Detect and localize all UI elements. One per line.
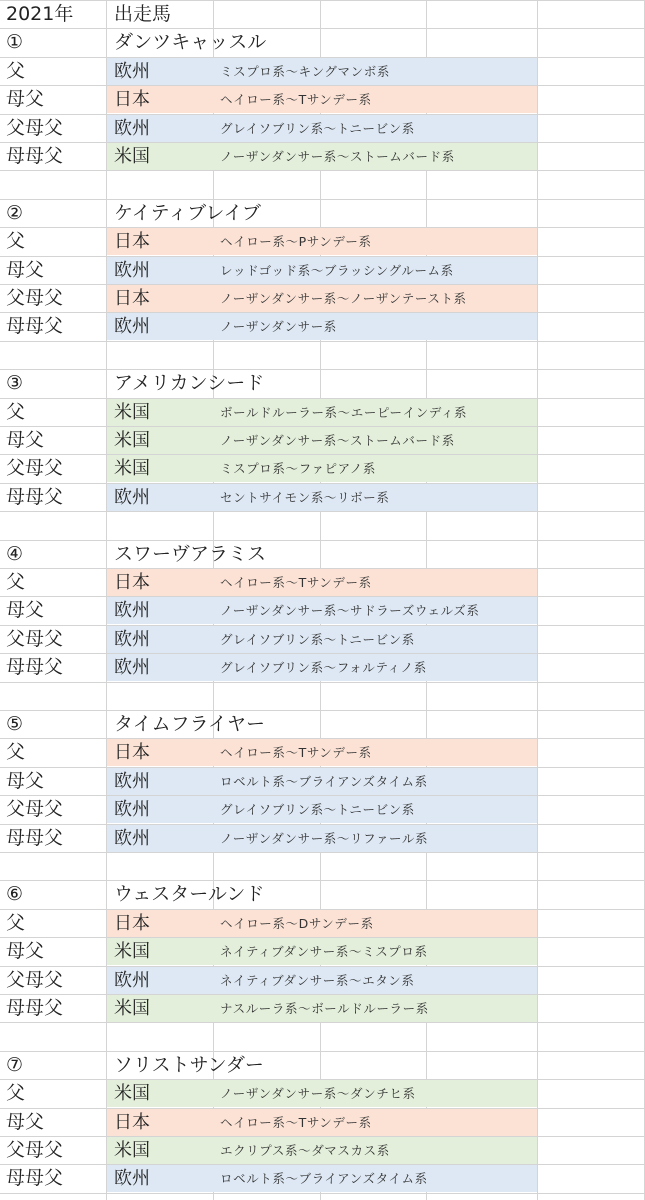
blank-row[interactable] — [0, 511, 645, 539]
horse-number[interactable]: ⑦ — [6, 1053, 24, 1076]
relation-cell[interactable]: 母母父 — [6, 1167, 64, 1190]
region-fill — [107, 1165, 537, 1192]
region-fill — [107, 910, 537, 937]
relation-cell[interactable]: 父 — [6, 911, 26, 934]
region-cell[interactable]: 欧州 — [114, 60, 150, 82]
region-fill — [107, 484, 537, 511]
horse-name[interactable]: アメリカンシード — [114, 372, 265, 395]
blank-row[interactable] — [0, 1022, 645, 1050]
pedigree-row — [0, 767, 645, 795]
blank-row[interactable] — [0, 170, 645, 198]
horse-title-row — [0, 28, 645, 56]
horse-number[interactable]: ⑥ — [6, 883, 24, 906]
region-cell[interactable]: 欧州 — [114, 657, 150, 679]
lineage-cell[interactable]: セントサイモン系～リボー系 — [220, 489, 390, 505]
region-cell[interactable]: 米国 — [114, 1083, 150, 1105]
region-cell[interactable]: 日本 — [114, 912, 150, 934]
region-fill — [107, 1137, 537, 1164]
lineage-cell[interactable]: レッドゴッド系～ブラッシングルーム系 — [220, 262, 454, 278]
region-fill — [107, 257, 537, 284]
lineage-cell[interactable]: グレイソブリン系～トニービン系 — [220, 120, 415, 136]
region-cell[interactable]: 日本 — [114, 1111, 150, 1133]
region-cell[interactable]: 欧州 — [114, 1168, 150, 1190]
lineage-cell[interactable]: グレイソブリン系～トニービン系 — [220, 631, 415, 647]
region-fill — [107, 427, 537, 454]
pedigree-row — [0, 142, 645, 170]
horse-number[interactable]: ① — [6, 31, 24, 54]
region-cell[interactable]: 欧州 — [114, 770, 150, 792]
relation-cell[interactable]: 母母父 — [6, 485, 64, 508]
relation-cell[interactable]: 母父 — [6, 940, 45, 963]
region-fill — [107, 938, 537, 965]
region-fill — [107, 654, 537, 681]
region-fill — [107, 399, 537, 426]
pedigree-row — [0, 1164, 645, 1192]
relation-cell[interactable]: 父 — [6, 400, 26, 423]
relation-cell[interactable]: 母父 — [6, 769, 45, 792]
lineage-cell[interactable]: ネイティブダンサー系～ミスプロ系 — [220, 944, 428, 960]
relation-cell[interactable]: 母母父 — [6, 997, 64, 1019]
region-cell[interactable]: 欧州 — [114, 117, 150, 139]
region-fill — [107, 768, 537, 795]
lineage-cell[interactable]: ノーザンダンサー系 — [220, 319, 337, 335]
region-cell[interactable]: 日本 — [114, 572, 150, 593]
lineage-cell[interactable]: ノーザンダンサー系～ストームバード系 — [220, 433, 455, 448]
pedigree-row — [0, 625, 645, 653]
horse-title-row — [0, 369, 645, 397]
horse-title-row — [0, 540, 645, 568]
region-fill — [107, 58, 537, 85]
horse-number[interactable]: ③ — [6, 372, 24, 395]
region-fill — [107, 995, 537, 1022]
horse-name[interactable]: タイムフライヤー — [114, 713, 266, 735]
region-fill — [107, 313, 537, 340]
relation-cell[interactable]: 父 — [6, 230, 26, 253]
region-fill — [107, 739, 537, 766]
region-cell[interactable]: 米国 — [114, 1140, 150, 1161]
pedigree-row — [0, 426, 645, 454]
region-cell[interactable]: 欧州 — [114, 316, 150, 338]
lineage-cell[interactable]: ミスプロ系～キングマンボ系 — [220, 63, 390, 79]
relation-cell[interactable]: 父母父 — [6, 968, 64, 991]
region-cell[interactable]: 日本 — [114, 288, 150, 309]
pedigree-row — [0, 596, 645, 624]
horse-title-row — [0, 199, 645, 227]
relation-cell[interactable]: 母父 — [6, 258, 45, 281]
relation-cell[interactable]: 父 — [6, 1082, 26, 1105]
pedigree-row — [0, 454, 645, 482]
lineage-cell[interactable]: ヘイロー系～Tサンデー系 — [220, 92, 372, 108]
pedigree-row — [0, 227, 645, 255]
relation-cell[interactable]: 父母父 — [6, 1139, 64, 1161]
pedigree-row — [0, 85, 645, 113]
pedigree-row — [0, 256, 645, 284]
pedigree-row — [0, 57, 645, 85]
region-fill — [107, 143, 537, 170]
region-fill — [107, 569, 537, 596]
region-fill — [107, 285, 537, 312]
relation-cell[interactable]: 母父 — [6, 429, 45, 451]
relation-cell[interactable]: 母母父 — [6, 145, 64, 167]
region-cell[interactable]: 米国 — [114, 998, 150, 1019]
relation-cell[interactable]: 父母父 — [6, 287, 64, 309]
horse-number[interactable]: ② — [6, 201, 24, 224]
relation-cell[interactable]: 父 — [6, 571, 26, 593]
lineage-cell[interactable]: ナスルーラ系～ボールドルーラー系 — [220, 1001, 429, 1016]
horse-title-row — [0, 880, 645, 908]
lineage-cell[interactable]: ヘイロー系～Tサンデー系 — [220, 575, 372, 590]
pedigree-row — [0, 1136, 645, 1164]
relation-cell[interactable]: 母父 — [6, 599, 45, 622]
lineage-cell[interactable]: ヘイロー系～Dサンデー系 — [220, 915, 374, 931]
region-fill — [107, 1109, 537, 1136]
horse-title-row — [0, 1051, 645, 1079]
region-cell[interactable]: 欧州 — [114, 259, 150, 281]
relation-cell[interactable]: 父母父 — [6, 457, 64, 480]
region-fill — [107, 967, 537, 994]
pedigree-row — [0, 738, 645, 766]
region-cell[interactable]: 日本 — [114, 89, 150, 111]
pedigree-row — [0, 795, 645, 823]
year-cell[interactable]: 2021年 — [6, 3, 74, 25]
row-gridline — [0, 1193, 645, 1194]
horse-column-title[interactable]: 出走馬 — [114, 3, 172, 25]
pedigree-row — [0, 312, 645, 340]
lineage-cell[interactable]: グレイソブリン系～トニービン系 — [220, 802, 415, 818]
region-cell[interactable]: 欧州 — [114, 628, 150, 650]
region-cell[interactable]: 欧州 — [114, 600, 150, 622]
region-cell[interactable]: 米国 — [114, 401, 150, 423]
pedigree-row — [0, 284, 645, 312]
region-cell[interactable]: 米国 — [114, 430, 150, 451]
relation-cell[interactable]: 父 — [6, 59, 26, 82]
horse-name[interactable]: スワーヴアラミス — [114, 542, 267, 565]
region-fill — [107, 796, 537, 823]
pedigree-row — [0, 568, 645, 596]
region-cell[interactable]: 日本 — [114, 231, 150, 253]
pedigree-row — [0, 937, 645, 965]
relation-cell[interactable]: 母父 — [6, 1110, 45, 1133]
pedigree-row — [0, 483, 645, 511]
pedigree-row — [0, 1108, 645, 1136]
region-cell[interactable]: 米国 — [114, 146, 150, 167]
region-fill — [107, 825, 537, 852]
region-fill — [107, 597, 537, 624]
region-fill — [107, 1080, 537, 1107]
blank-row[interactable] — [0, 852, 645, 880]
horse-number[interactable]: ⑤ — [6, 713, 24, 735]
region-cell[interactable]: 日本 — [114, 742, 150, 764]
region-fill — [107, 228, 537, 255]
lineage-cell[interactable]: ノーザンダンサー系～ノーザンテースト系 — [220, 291, 467, 306]
relation-cell[interactable]: 父母父 — [6, 116, 64, 139]
region-fill — [107, 626, 537, 653]
lineage-cell[interactable]: ボールドルーラー系～エーピーインディ系 — [220, 404, 468, 420]
region-cell[interactable]: 欧州 — [114, 799, 150, 821]
region-cell[interactable]: 欧州 — [114, 486, 150, 508]
pedigree-row — [0, 994, 645, 1022]
blank-row[interactable] — [0, 341, 645, 369]
relation-cell[interactable]: 父 — [6, 741, 26, 764]
lineage-cell[interactable]: エクリプス系～ダマスカス系 — [220, 1143, 390, 1158]
relation-cell[interactable]: 母母父 — [6, 656, 64, 679]
lineage-cell[interactable]: グレイソブリン系～フォルティノ系 — [220, 660, 427, 676]
region-fill — [107, 455, 537, 482]
pedigree-row — [0, 909, 645, 937]
region-cell[interactable]: 米国 — [114, 458, 150, 480]
relation-cell[interactable]: 母父 — [6, 88, 45, 111]
pedigree-row — [0, 653, 645, 681]
relation-cell[interactable]: 母母父 — [6, 826, 64, 849]
lineage-cell[interactable]: ロベルト系～ブライアンズタイム系 — [220, 1171, 428, 1187]
lineage-cell[interactable]: ネイティブダンサー系～エタン系 — [220, 972, 415, 988]
relation-cell[interactable]: 母母父 — [6, 315, 64, 338]
lineage-cell[interactable]: ノーザンダンサー系～ダンチヒ系 — [220, 1086, 416, 1102]
region-fill — [107, 86, 537, 113]
lineage-cell[interactable]: ノーザンダンサー系～ストームバード系 — [220, 149, 455, 164]
horse-name[interactable]: ケイティブレイブ — [114, 201, 261, 224]
horse-name[interactable]: ソリストサンダー — [114, 1053, 264, 1076]
horse-number[interactable]: ④ — [6, 542, 24, 565]
lineage-cell[interactable]: ノーザンダンサー系～リファール系 — [220, 830, 429, 846]
lineage-cell[interactable]: ヘイロー系～Pサンデー系 — [220, 234, 372, 250]
pedigree-row — [0, 1079, 645, 1107]
region-cell[interactable]: 欧州 — [114, 827, 150, 849]
relation-cell[interactable]: 父母父 — [6, 798, 64, 821]
lineage-cell[interactable]: ミスプロ系～ファピアノ系 — [220, 461, 376, 477]
pedigree-row — [0, 966, 645, 994]
relation-cell[interactable]: 父母父 — [6, 627, 64, 650]
region-cell[interactable]: 米国 — [114, 941, 150, 963]
pedigree-row — [0, 114, 645, 142]
region-fill — [107, 115, 537, 142]
horse-title-row — [0, 710, 645, 738]
horse-name[interactable]: ウェスタールンド — [114, 883, 265, 906]
lineage-cell[interactable]: ヘイロー系～Tサンデー系 — [220, 745, 372, 761]
horse-name[interactable]: ダンツキャッスル — [114, 31, 267, 54]
header-row — [0, 0, 645, 28]
region-cell[interactable]: 欧州 — [114, 969, 150, 991]
pedigree-row — [0, 398, 645, 426]
blank-row[interactable] — [0, 682, 645, 710]
lineage-cell[interactable]: ロベルト系～ブライアンズタイム系 — [220, 773, 428, 789]
lineage-cell[interactable]: ノーザンダンサー系～サドラーズウェルズ系 — [220, 603, 480, 619]
pedigree-row — [0, 824, 645, 852]
lineage-cell[interactable]: ヘイロー系～Tサンデー系 — [220, 1114, 372, 1130]
